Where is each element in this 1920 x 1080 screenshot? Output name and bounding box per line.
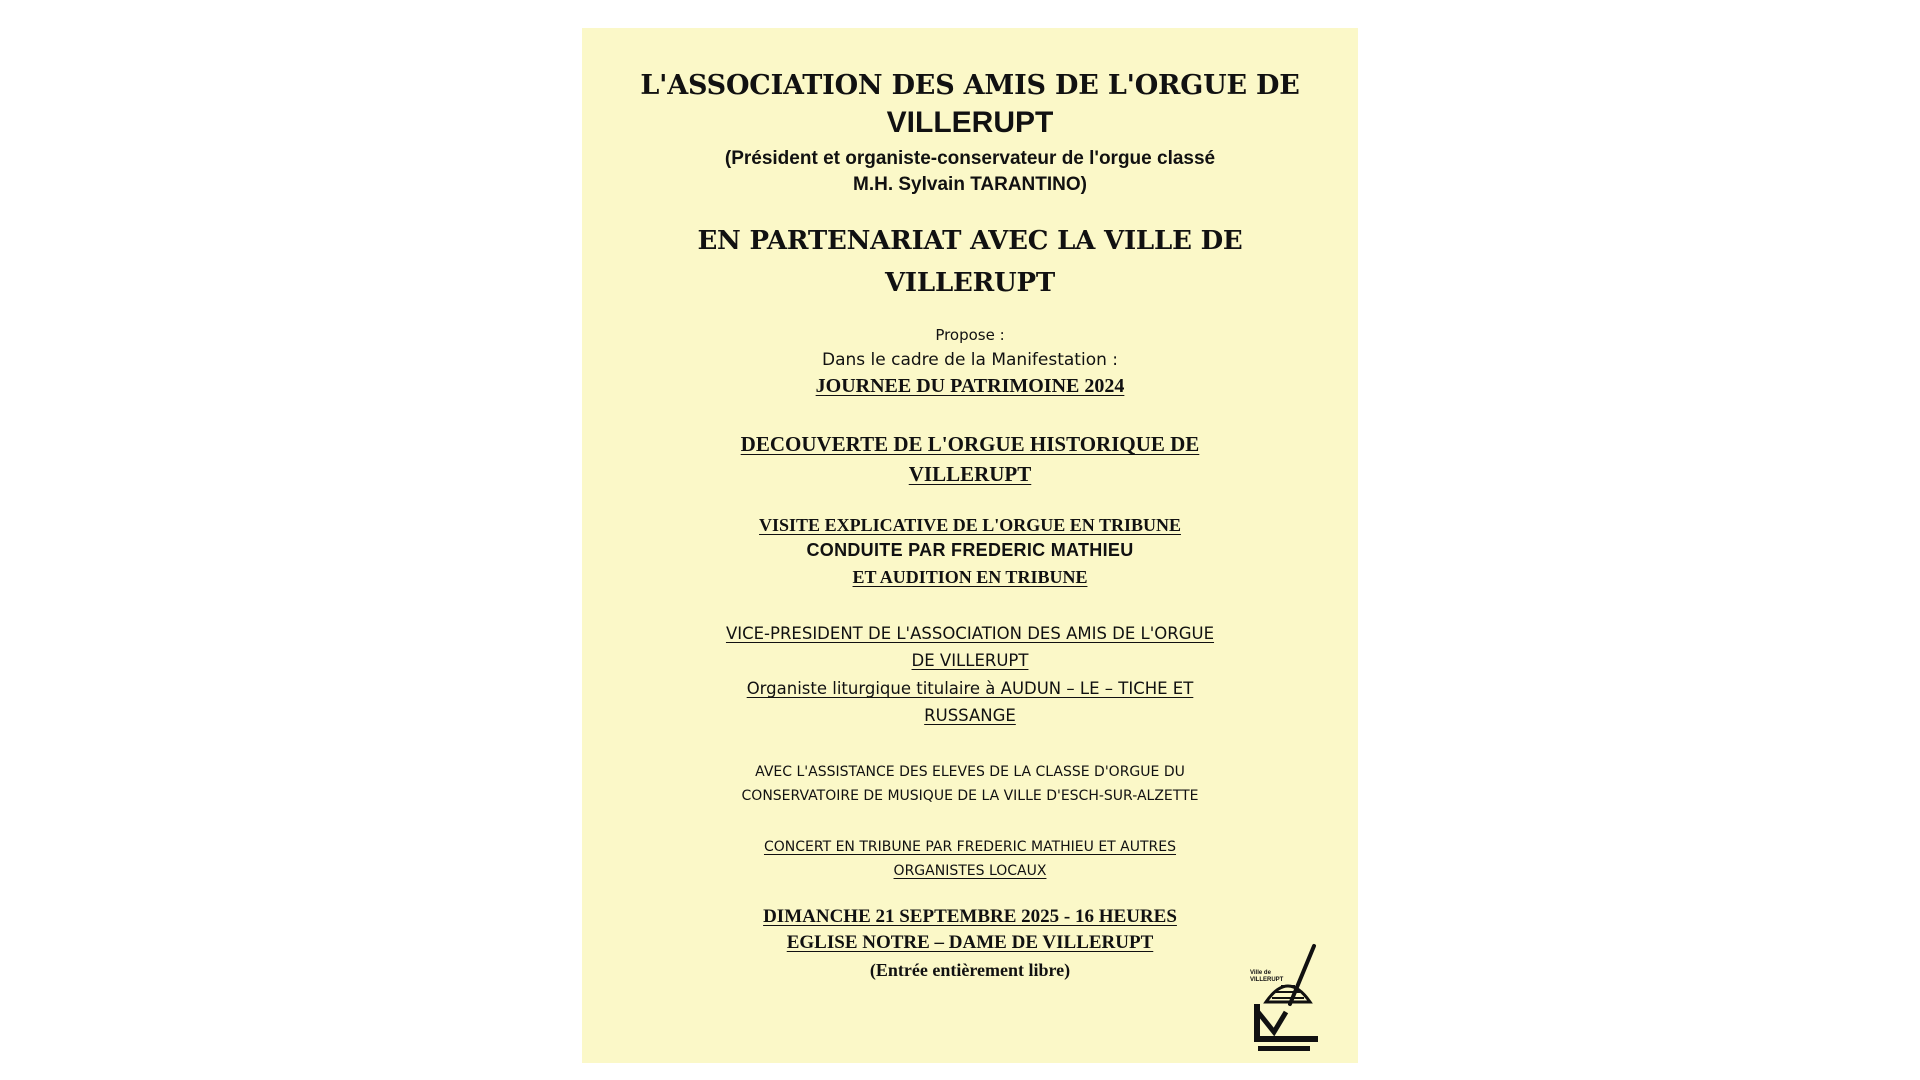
association-title: L'ASSOCIATION DES AMIS DE L'ORGUE DE (640, 70, 1300, 101)
visit-line-3: ET AUDITION EN TRIBUNE (852, 567, 1088, 587)
event-date: DIMANCHE 21 SEPTEMBRE 2025 - 16 HEURES (763, 906, 1177, 927)
concert-line-1: CONCERT EN TRIBUNE PAR FREDERIC MATHIEU ET AUTRES (763, 839, 1177, 855)
cadre-label: Dans le cadre de la Manifestation : (821, 350, 1119, 370)
logo-text-1: Ville de (1250, 970, 1271, 976)
association-city: VILLERUPT (886, 106, 1054, 139)
president-line-1: (Président et organiste-conservateur de l'orgue classé (724, 148, 1216, 169)
logo-text-2: VILLERUPT (1250, 977, 1284, 983)
discovery-line-2: VILLERUPT (908, 462, 1032, 486)
event-place: EGLISE NOTRE – DAME DE VILLERUPT (786, 932, 1154, 953)
discovery-line-1: DECOUVERTE DE L'ORGUE HISTORIQUE DE (740, 432, 1200, 456)
event-poster (582, 28, 1358, 1063)
vice-president-line-2: DE VILLERUPT (911, 651, 1029, 670)
president-line-2: M.H. Sylvain TARANTINO) (853, 174, 1087, 195)
vice-president-line-3: Organiste liturgique titulaire à AUDUN – LE – TICHE ET (746, 679, 1194, 698)
concert-line-2: ORGANISTES LOCAUX (893, 863, 1047, 879)
partnership-line-2: VILLERUPT (884, 268, 1056, 298)
partnership-line-1: EN PARTENARIAT AVEC LA VILLE DE (697, 226, 1243, 256)
visit-line-2: CONDUITE PAR FREDERIC MATHIEU (806, 540, 1134, 560)
assistance-line-1: AVEC L'ASSISTANCE DES ELEVES DE LA CLASSE D'ORGUE DU (755, 764, 1185, 780)
assistance-line-2: CONSERVATOIRE DE MUSIQUE DE LA VILLE D'ESCH-SUR-ALZETTE (741, 788, 1199, 804)
entry-note: (Entrée entièrement libre) (869, 960, 1071, 980)
event-name: JOURNEE DU PATRIMOINE 2024 (815, 375, 1125, 397)
vice-president-line-4: RUSSANGE (924, 706, 1016, 725)
organ-pipe-icon (1244, 940, 1332, 1060)
villerupt-logo (1244, 940, 1332, 1060)
vice-president-line-1: VICE-PRESIDENT DE L'ASSOCIATION DES AMIS DE L'ORGUE (725, 624, 1215, 643)
visit-line-1: VISITE EXPLICATIVE DE L'ORGUE EN TRIBUNE (759, 515, 1181, 535)
propose-label: Propose : (935, 326, 1005, 344)
